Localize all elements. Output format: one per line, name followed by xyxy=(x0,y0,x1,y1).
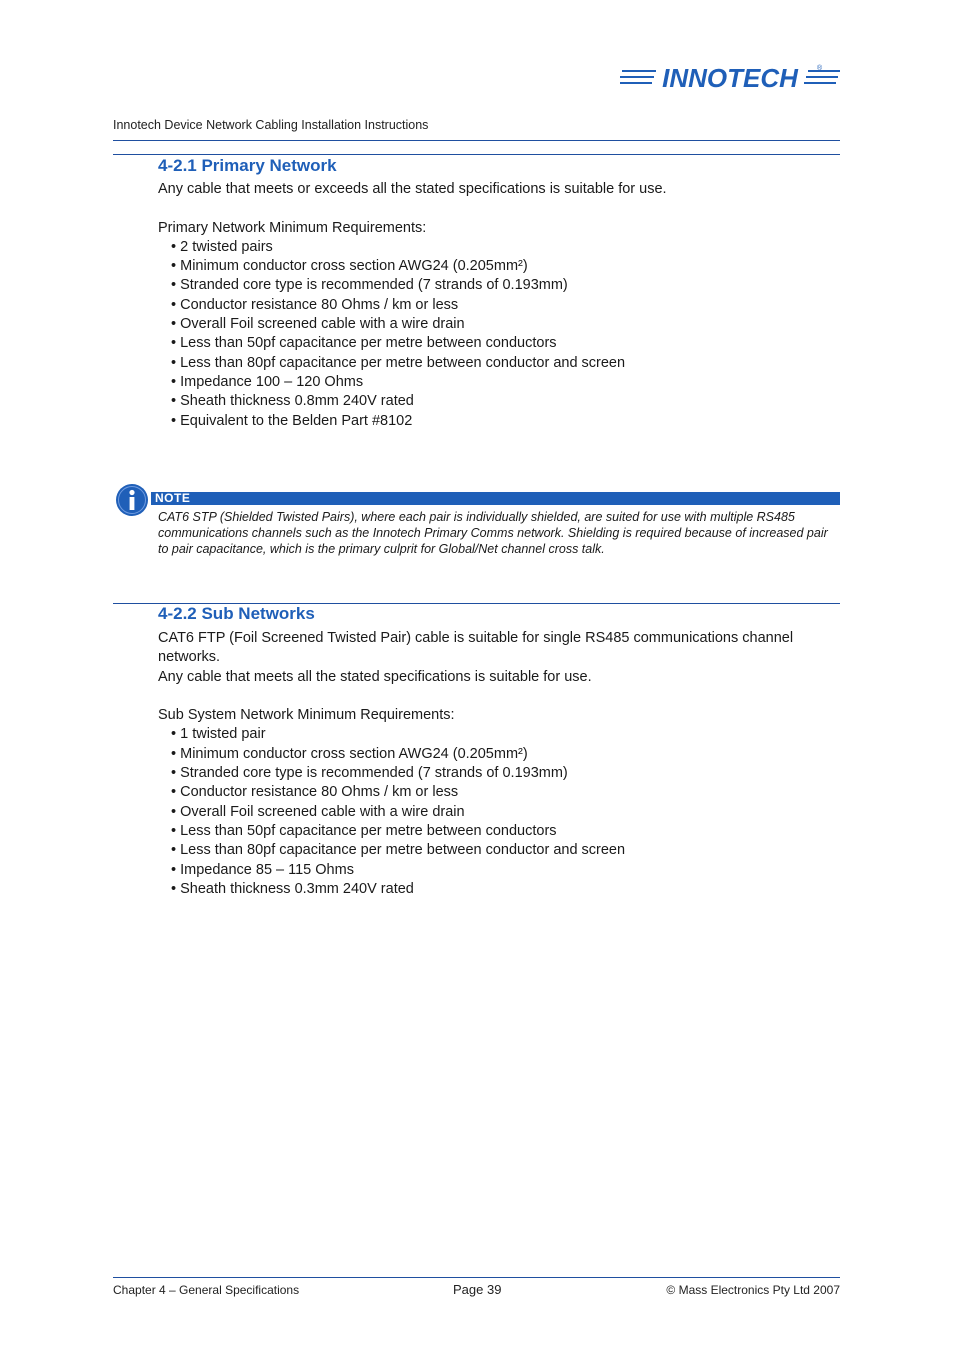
footer-chapter: Chapter 4 – General Specifications xyxy=(113,1283,300,1297)
list-item: • Overall Foil screened cable with a wire drain xyxy=(171,803,823,822)
list-item: • Stranded core type is recommended (7 strands of 0.193mm) xyxy=(171,764,823,783)
list-item: • Less than 50pf capacitance per metre between conductors xyxy=(171,334,838,353)
primary-requirements-label: Primary Network Minimum Requirements: xyxy=(158,219,427,236)
list-item: • Sheath thickness 0.8mm 240V rated xyxy=(171,392,838,411)
list-item: • Impedance 85 – 115 Ohms xyxy=(171,861,823,880)
section-heading-sub-networks: 4-2.2 Sub Networks xyxy=(158,604,315,623)
primary-requirements-list xyxy=(158,238,838,431)
note-banner xyxy=(151,492,840,505)
primary-network-body xyxy=(158,180,838,431)
sub-networks-intro-2: Any cable that meets all the stated specifications is suitable for use. xyxy=(158,668,592,685)
section-heading-primary-network: 4-2.1 Primary Network xyxy=(158,156,337,175)
section-rule xyxy=(113,154,840,155)
page-number: Page 39 xyxy=(453,1282,502,1297)
list-item: • Equivalent to the Belden Part #8102 xyxy=(171,412,838,431)
sub-networks-body xyxy=(158,629,823,899)
list-item: • Less than 50pf capacitance per metre between conductors xyxy=(171,822,823,841)
primary-network-intro: Any cable that meets or exceeds all the stated specifications is suitable for use. xyxy=(158,181,667,197)
list-item: • Stranded core type is recommended (7 strands of 0.193mm) xyxy=(171,276,838,295)
note-text: CAT6 STP (Shielded Twisted Pairs), where each pair is individually shielded, are suited for use with multiple RS485 communications channels such as the Innotech Primary Comms network. Shielding is required because of increased pair to pair capacitance, which is the primary culprit for Global/Net channel cross talk. xyxy=(158,510,828,556)
list-item: • Impedance 100 – 120 Ohms xyxy=(171,373,838,392)
footer-rule xyxy=(113,1277,840,1278)
list-item: • 2 twisted pairs xyxy=(171,238,838,257)
info-icon xyxy=(115,483,149,517)
sub-networks-intro-1: CAT6 FTP (Foil Screened Twisted Pair) cable is suitable for single RS485 communications channel networks. xyxy=(158,630,794,666)
list-item: • Less than 80pf capacitance per metre between conductor and screen xyxy=(171,354,838,373)
brand-wordmark: INNOTECH xyxy=(662,63,798,93)
list-item: • Conductor resistance 80 Ohms / km or less xyxy=(171,783,823,802)
list-item: • Conductor resistance 80 Ohms / km or less xyxy=(171,296,838,315)
list-item: • Minimum conductor cross section AWG24 (0.205mm²) xyxy=(171,745,823,764)
header-rule xyxy=(113,140,840,141)
innotech-logo xyxy=(620,60,842,100)
svg-text:®: ® xyxy=(817,65,823,72)
note-label: NOTE xyxy=(155,491,191,505)
list-item: • 1 twisted pair xyxy=(171,725,823,744)
sub-requirements-list xyxy=(158,725,823,899)
sub-requirements-label: Sub System Network Minimum Requirements: xyxy=(158,707,455,724)
list-item: • Less than 80pf capacitance per metre between conductor and screen xyxy=(171,841,823,860)
footer-copyright: © Mass Electronics Pty Ltd 2007 xyxy=(666,1283,840,1297)
list-item: • Sheath thickness 0.3mm 240V rated xyxy=(171,880,823,899)
running-header: Innotech Device Network Cabling Installation Instructions xyxy=(113,118,429,132)
list-item: • Minimum conductor cross section AWG24 (0.205mm²) xyxy=(171,257,838,276)
list-item: • Overall Foil screened cable with a wire drain xyxy=(171,315,838,334)
